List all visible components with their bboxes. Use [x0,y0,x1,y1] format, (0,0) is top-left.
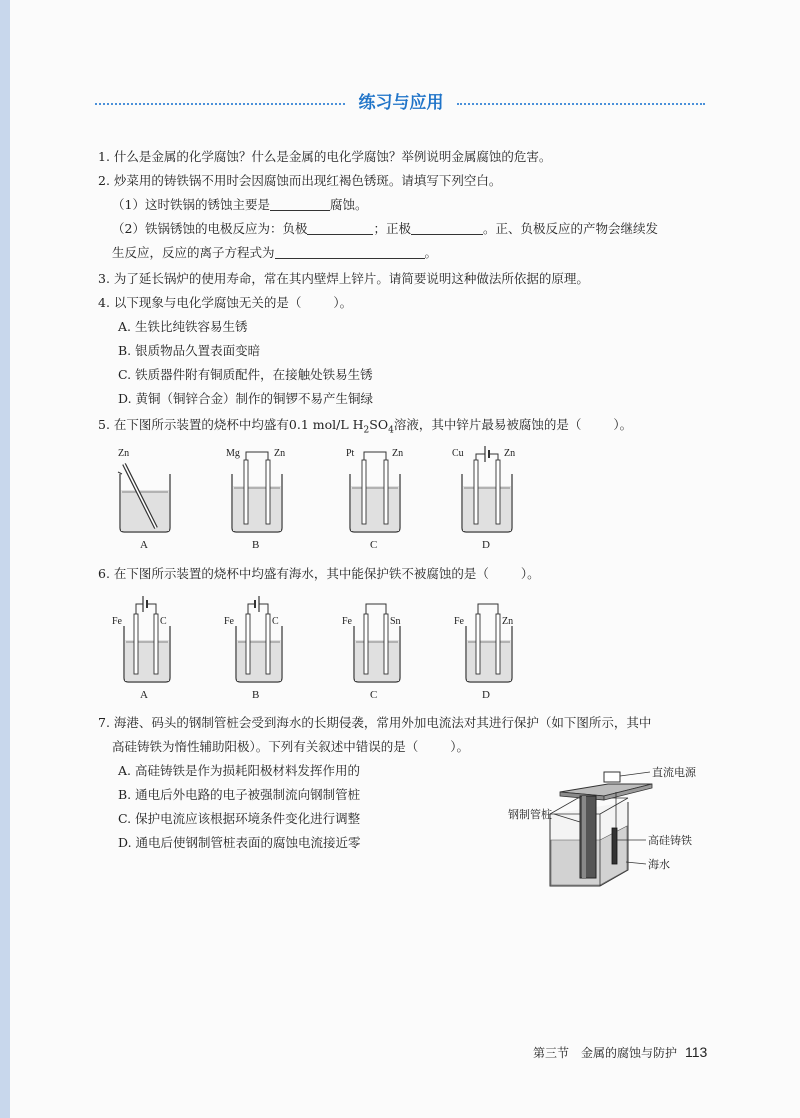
question-3: 3. 为了延长锅炉的使用寿命，常在其内壁焊上锌片。请简要说明这种做法所依据的原理。 [98,271,589,286]
q6-beaker-a [112,596,170,701]
q2-p2-text-a: （2）铁锅锈蚀的电极反应为：负极 [112,221,308,236]
answer-blank[interactable] [307,222,373,235]
q5-stem-b: 溶液，其中锌片最易被腐蚀的是（ [393,417,582,432]
q5-beaker-c [346,448,403,551]
dotted-rule-right [457,103,705,105]
q6-beaker-b [224,596,282,701]
electrode-label: Zn [274,448,286,459]
electrode-label: C [272,616,279,627]
q4-option-a: A. 生铁比纯铁容易生锈 [118,319,248,334]
q6-figure-row [110,592,550,704]
q5-sub-1: 2 [363,425,370,436]
electrode-label: Cu [452,448,464,459]
electrode-label: Fe [224,616,234,627]
section-title: 练习与应用 [358,93,444,113]
figure-caption: C [370,539,378,551]
q4-stem-b: ）。 [333,295,353,310]
electrode-label: Zn [392,448,404,459]
q7-option-b: B. 通电后外电路的电子被强制流向钢制管桩 [118,787,361,802]
section-header [95,92,705,116]
page-footer [533,1044,707,1061]
q4-stem-a: 4. 以下现象与电化学腐蚀无关的是（ [98,295,302,310]
question-4-stem [98,294,738,312]
electrode-label: Zn [118,448,130,459]
q2-p2-text-e: 。 [424,245,438,260]
question-2-part-2 [112,220,752,238]
q5-stem-c: ）。 [613,417,633,432]
electrode-label: Sn [390,616,401,627]
q5-sub-2: 4 [388,425,394,436]
q5-figure-row [110,442,550,554]
q7-apparatus-figure [500,762,740,892]
page-number: 113 [685,1044,708,1060]
electrode-label: Fe [342,616,352,627]
q4-option-d: D. 黄铜（铜锌合金）制作的铜锣不易产生铜绿 [118,391,374,406]
question-5-stem [98,416,738,440]
figure-caption: A [140,539,148,551]
q5-stem-a: 5. 在下图所示装置的烧杯中均盛有0.1 mol/L H [98,417,364,432]
electrode-label: Pt [346,448,355,459]
seawater-label: 海水 [648,858,670,871]
q2-p1-text-b: 腐蚀。 [329,197,368,212]
power-supply-icon [604,772,620,782]
q4-option-c: C. 铁质器件附有铜质配件，在接触处铁易生锈 [118,367,373,382]
electrode-label: C [160,616,167,627]
anode-label: 高硅铸铁 [648,834,692,847]
q2-p2-text-c: 。正、负极反应的产物会继续发 [482,221,658,236]
figure-caption: D [482,689,490,701]
answer-blank[interactable] [411,222,483,235]
steel-pile-label: 钢制管桩 [508,808,552,821]
q5-beaker-b [226,448,285,551]
question-7-stem-2 [112,738,752,756]
q6-stem-a: 6. 在下图所示装置的烧杯中均盛有海水，其中能保护铁不被腐蚀的是（ [98,566,489,581]
q6-stem-b: ）。 [520,566,540,581]
question-1: 1. 什么是金属的化学腐蚀？什么是金属的电化学腐蚀？举例说明金属腐蚀的危害。 [98,149,552,164]
figure-caption: B [252,539,260,551]
q4-option-b: B. 银质物品久置表面变暗 [118,343,261,358]
q2-p2-text-d: 生反应，反应的离子方程式为 [112,245,275,260]
q7-option-d: D. 通电后使钢制管桩表面的腐蚀电流接近零 [118,835,361,850]
question-2-part-2-cont [112,244,752,262]
answer-blank[interactable] [275,246,425,259]
q7-option-c: C. 保护电流应该根据环境条件变化进行调整 [118,811,361,826]
electrode-label: Mg [226,448,240,459]
question-6-stem [98,565,738,583]
dotted-rule-left [95,103,345,105]
figure-caption: C [370,689,378,701]
page-edge [0,0,10,1118]
q5-mid: SO [369,417,389,432]
q7-stem-a: 高硅铸铁为惰性辅助阳极）。下列有关叙述中错误的是（ [112,739,419,754]
q5-beaker-a [118,448,170,551]
answer-blank[interactable] [270,198,330,211]
figure-caption: B [252,689,260,701]
q6-beaker-c [342,604,401,701]
question-2-stem: 2. 炒菜用的铸铁锅不用时会因腐蚀而出现红褐色锈斑。请填写下列空白。 [98,173,502,188]
q5-beaker-d [452,446,515,551]
q6-beaker-d [454,604,513,701]
figure-caption: A [140,689,148,701]
power-supply-label: 直流电源 [652,766,696,779]
q2-p2-text-b: ；正极 [373,221,411,236]
q7-option-a: A. 高硅铸铁是作为损耗阳极材料发挥作用的 [118,763,360,778]
question-2-part-1 [112,196,752,214]
q7-stem-b: ）。 [450,739,470,754]
electrode-label: Fe [454,616,464,627]
q2-p1-text-a: （1）这时铁锅的锈蚀主要是 [112,197,270,212]
electrode-label: Zn [504,448,516,459]
figure-caption: D [482,539,490,551]
question-7-stem-1: 7. 海港、码头的钢制管桩会受到海水的长期侵袭，常用外加电流法对其进行保护（如下图所示，其中 [98,715,652,730]
footer-section-title: 第三节 金属的腐蚀与防护 [533,1046,678,1060]
electrode-label: Zn [502,616,514,627]
electrode-label: Fe [112,616,122,627]
